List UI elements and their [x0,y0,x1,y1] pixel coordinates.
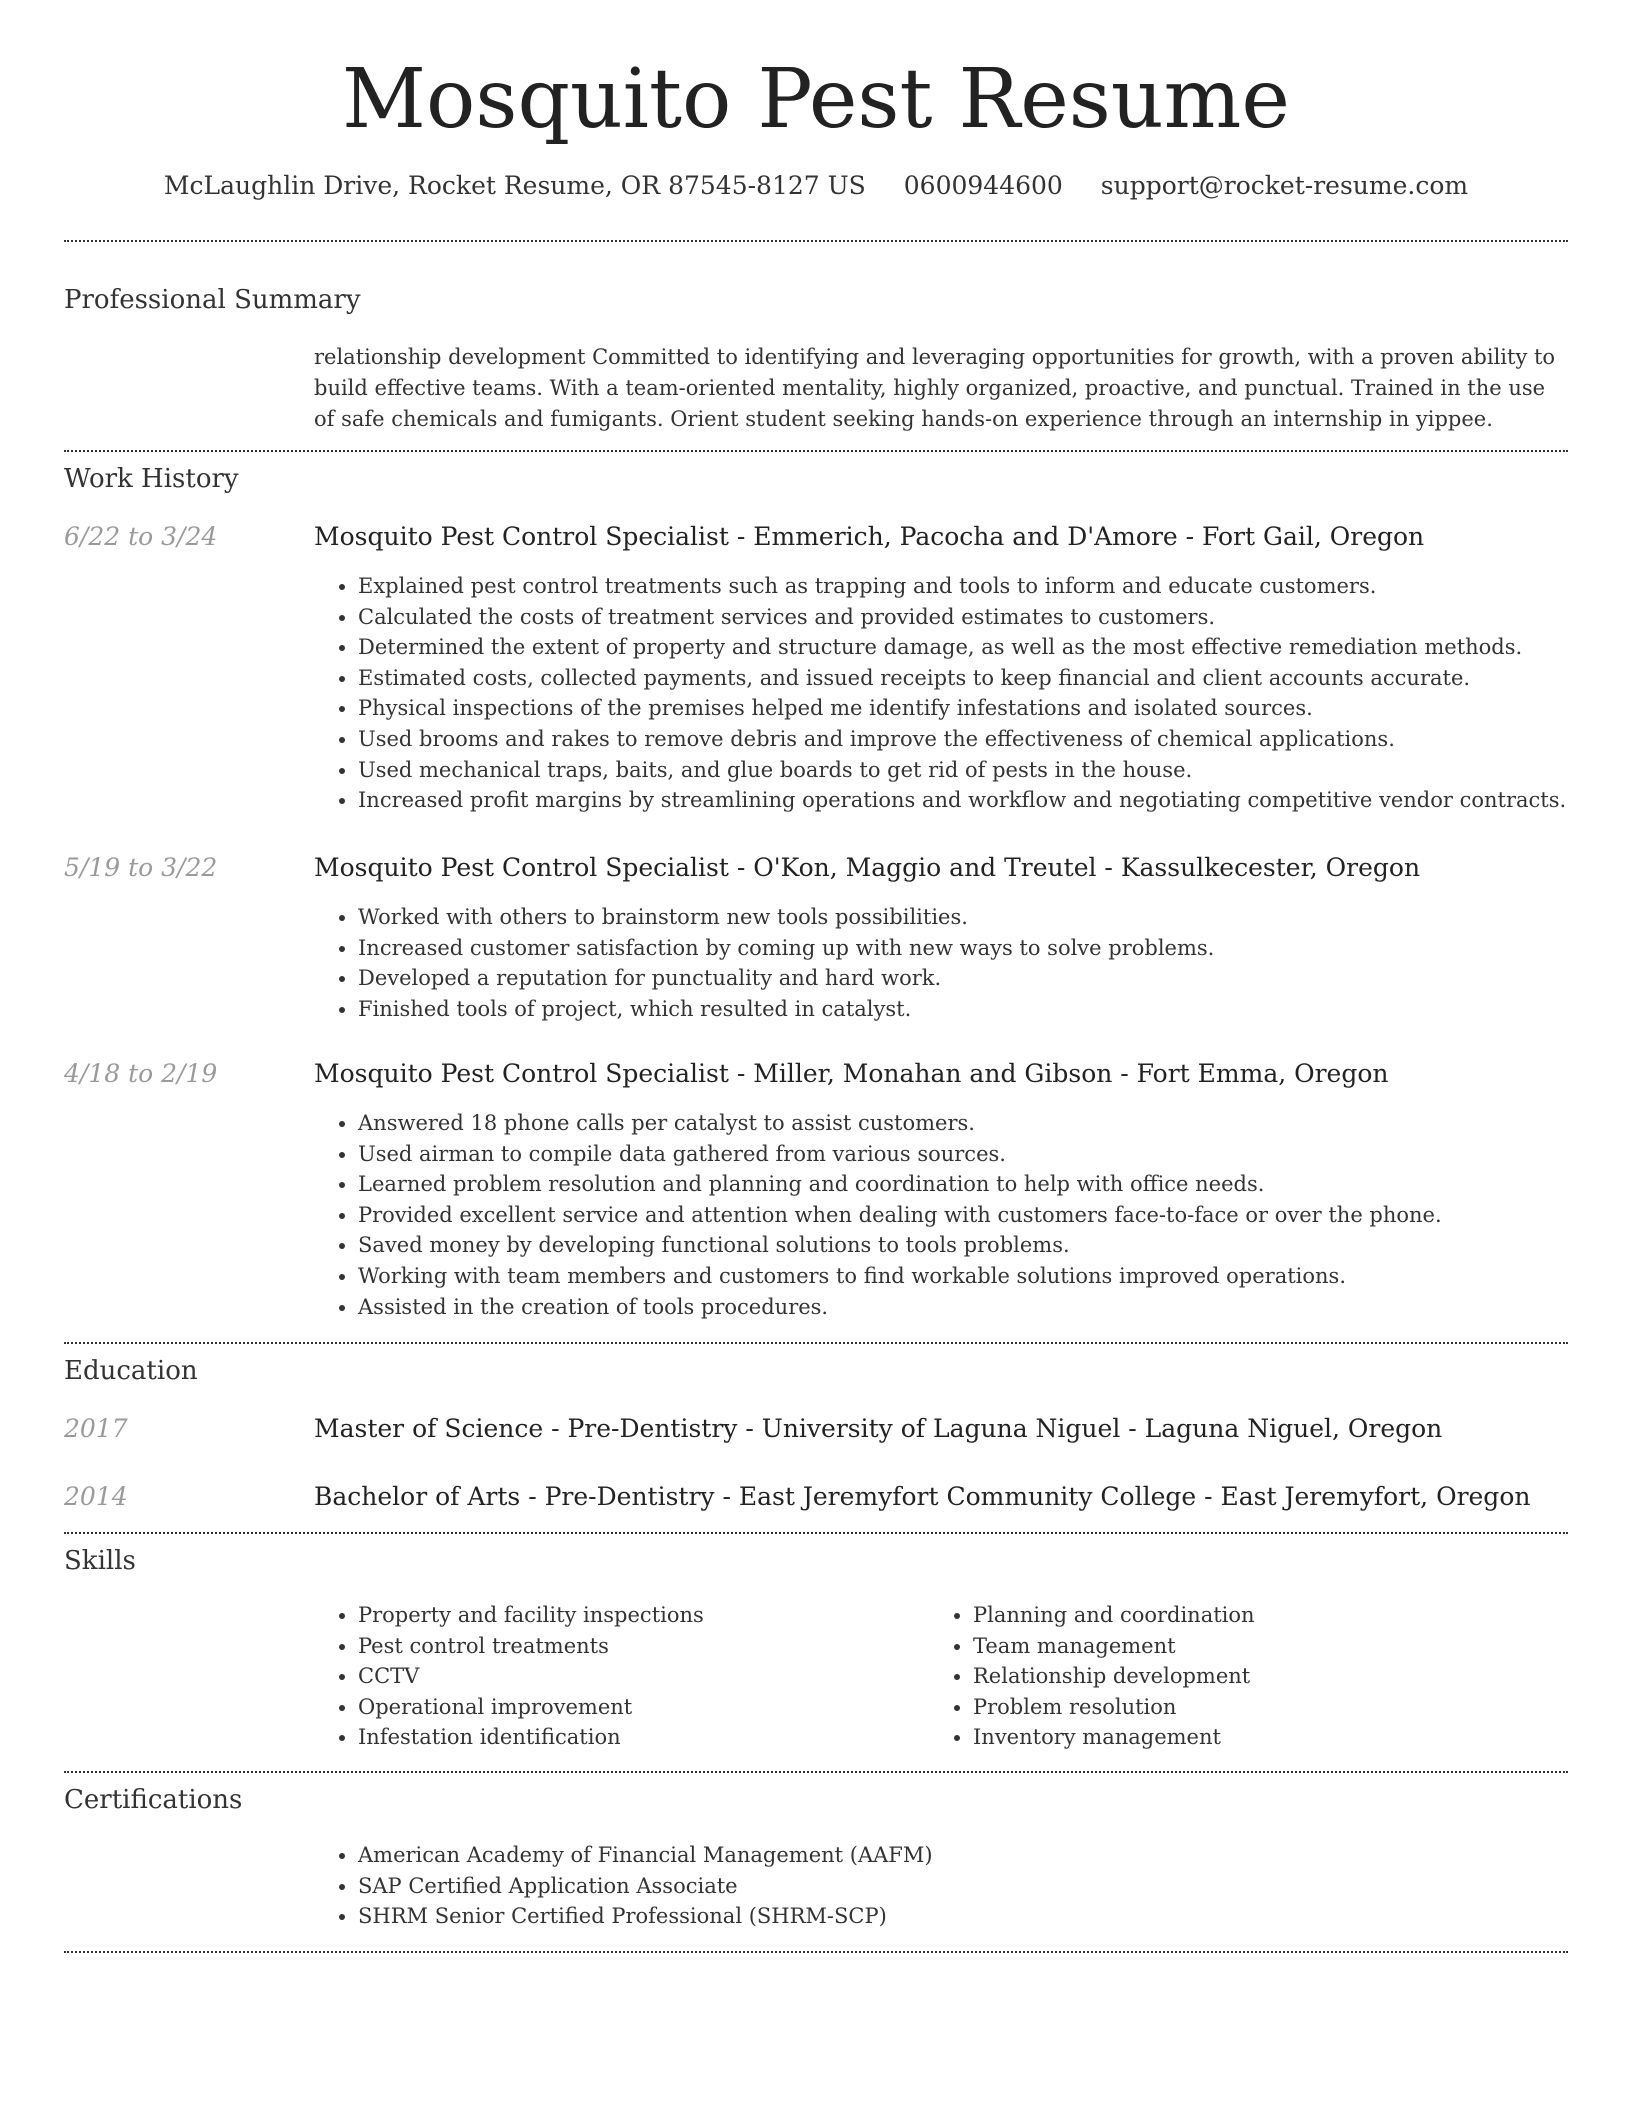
section-divider [64,240,1568,242]
job-title: Mosquito Pest Control Specialist - O'Kon, Maggio and Treutel - Kassulkecester, Oregon [314,853,1421,882]
summary-text: relationship development Committed to identifying and leveraging opportunities for growth, with a proven ability to build effective teams. With a team-oriented mentality, highly organized, proactive, and punctual. Trained in the use of safe chemicals and fumigants. Orient student seeking hands-on experience through an internship in yippee. [314,345,1556,431]
job-dates: 4/18 to 2/19 [64,1059,218,1088]
list-item: • Worked with others to brainstorm new tools possibilities. [358,902,1214,933]
certifications-heading: Certifications [64,1785,243,1815]
list-item: • Property and facility inspections [358,1600,704,1631]
list-item: • Explained pest control treatments such as trapping and tools to inform and educate customers. [358,571,1566,602]
list-item: • Assisted in the creation of tools procedures. [358,1292,1442,1323]
list-item: • SHRM Senior Certified Professional (SHRM-SCP) [358,1901,933,1932]
list-item: • Increased customer satisfaction by coming up with new ways to solve problems. [358,933,1214,964]
list-item: • Developed a reputation for punctuality and hard work. [358,963,1214,994]
list-item: • Answered 18 phone calls per catalyst to assist customers. [358,1108,1442,1139]
list-item: • Pest control treatments [358,1631,704,1662]
list-item: • Planning and coordination [973,1600,1255,1631]
contact-email: support@rocket-resume.com [1100,171,1469,200]
certifications-list [314,1840,933,1932]
education-year: 2017 [64,1414,128,1443]
contact-phone: 0600944600 [903,171,1063,200]
education-degree: Master of Science - Pre-Dentistry - University of Laguna Niguel - Laguna Niguel, Oregon [314,1414,1443,1443]
job-title: Mosquito Pest Control Specialist - Miller, Monahan and Gibson - Fort Emma, Oregon [314,1059,1389,1088]
list-item: • Saved money by developing functional solutions to tools problems. [358,1230,1442,1261]
education-degree: Bachelor of Arts - Pre-Dentistry - East Jeremyfort Community College - East Jeremyfort, Oregon [314,1482,1531,1511]
section-divider [64,1951,1568,1953]
job-bullets [314,902,1214,1024]
list-item: • Working with team members and customers to find workable solutions improved operations. [358,1261,1442,1292]
list-item: • Infestation identification [358,1722,704,1753]
section-divider [64,1532,1568,1534]
list-item: • Determined the extent of property and structure damage, as well as the most effective remediation methods. [358,632,1566,663]
resume-name: Mosquito Pest Resume [342,52,1290,147]
job-dates: 6/22 to 3/24 [64,522,218,551]
job-title: Mosquito Pest Control Specialist - Emmerich, Pacocha and D'Amore - Fort Gail, Oregon [314,522,1425,551]
skills-heading: Skills [64,1546,136,1576]
education-heading: Education [64,1356,198,1386]
list-item: • CCTV [358,1661,704,1692]
work-history-heading: Work History [64,464,239,494]
education-year: 2014 [64,1482,128,1511]
list-item: • SAP Certified Application Associate [358,1871,933,1902]
list-item: • Inventory management [973,1722,1255,1753]
skills-list-right [929,1600,1255,1753]
section-divider [64,1771,1568,1773]
skills-list-left [314,1600,704,1753]
list-item: • Finished tools of project, which resulted in catalyst. [358,994,1214,1025]
list-item: • Relationship development [973,1661,1255,1692]
job-dates: 5/19 to 3/22 [64,853,218,882]
list-item: • Provided excellent service and attention when dealing with customers face-to-face or over the phone. [358,1200,1442,1231]
list-item: • Problem resolution [973,1692,1255,1723]
job-bullets [314,1108,1442,1322]
list-item: • Used airman to compile data gathered from various sources. [358,1139,1442,1170]
contact-line [0,170,1632,202]
summary-heading: Professional Summary [64,285,361,315]
list-item: • American Academy of Financial Management (AAFM) [358,1840,933,1871]
section-divider [64,1342,1568,1344]
list-item: • Operational improvement [358,1692,704,1723]
list-item: • Physical inspections of the premises helped me identify infestations and isolated sources. [358,693,1566,724]
list-item: • Team management [973,1631,1255,1662]
section-divider [64,450,1568,452]
list-item: • Learned problem resolution and planning and coordination to help with office needs. [358,1169,1442,1200]
list-item: • Increased profit margins by streamlining operations and workflow and negotiating competitive vendor contracts. [358,785,1566,816]
list-item: • Estimated costs, collected payments, and issued receipts to keep financial and client accounts accurate. [358,663,1566,694]
contact-address: McLaughlin Drive, Rocket Resume, OR 87545-8127 US [163,171,866,200]
job-bullets [314,571,1566,816]
list-item: • Used mechanical traps, baits, and glue boards to get rid of pests in the house. [358,755,1566,786]
list-item: • Used brooms and rakes to remove debris and improve the effectiveness of chemical applications. [358,724,1566,755]
list-item: • Calculated the costs of treatment services and provided estimates to customers. [358,602,1566,633]
